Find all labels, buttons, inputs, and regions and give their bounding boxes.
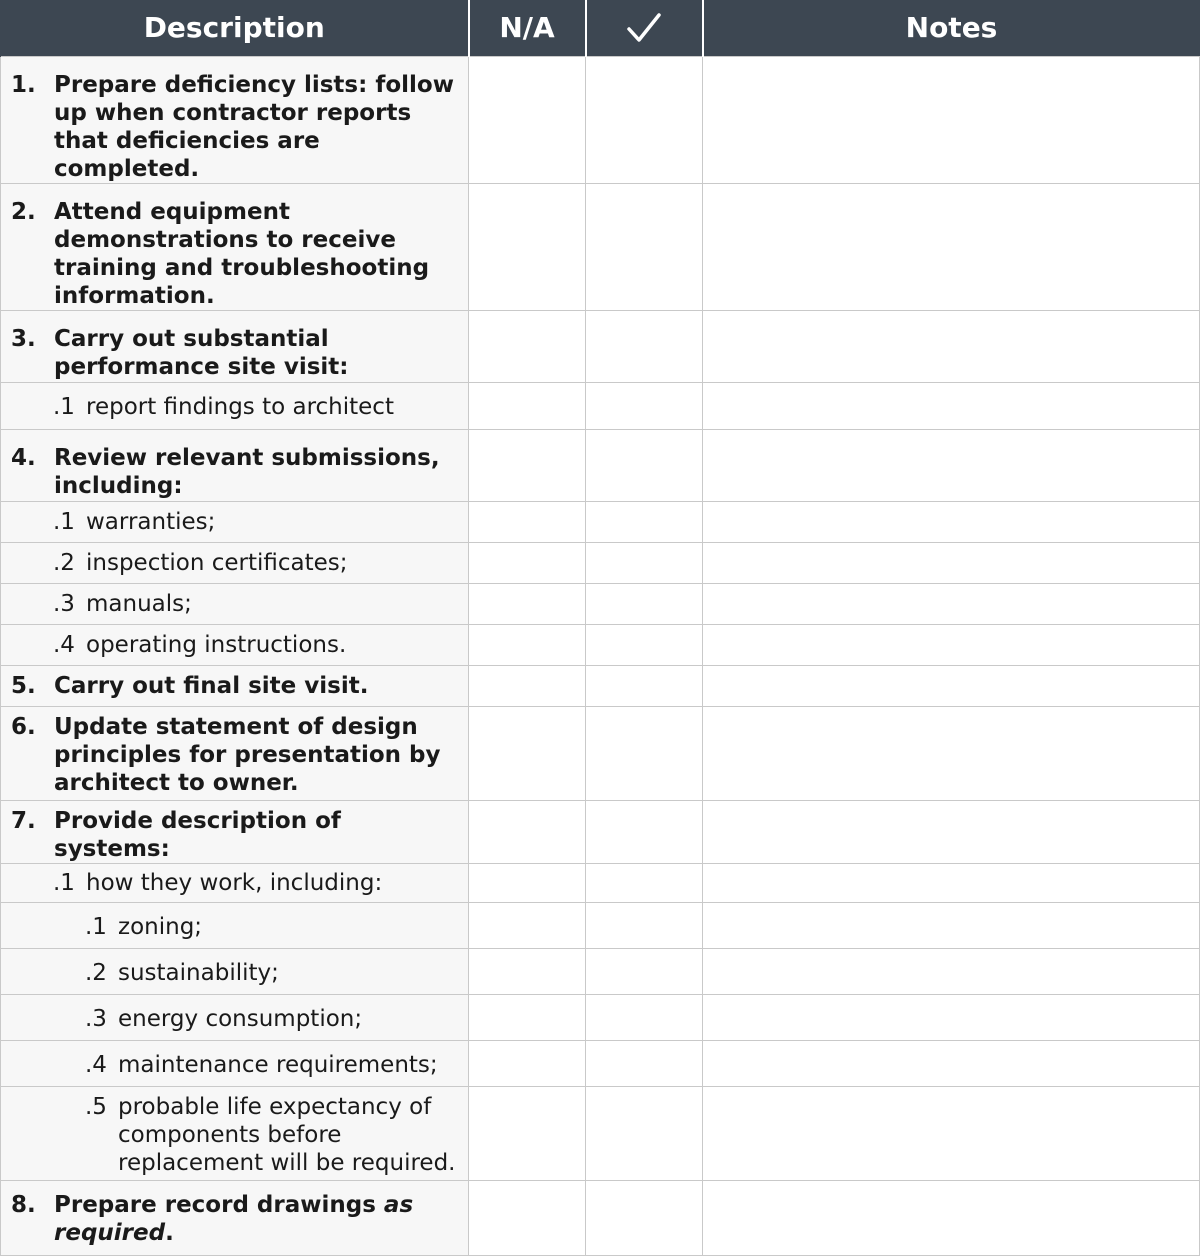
item-text: 2. Attend equipment demonstrations to receive training and troubleshooting information.	[11, 198, 430, 309]
notes-cell[interactable]	[703, 56, 1200, 183]
subsubitem-text: .1 zoning;	[85, 913, 203, 940]
table-row	[1, 800, 1200, 863]
description-header: Description	[1, 0, 469, 56]
table-row	[1, 56, 1200, 183]
check-cell[interactable]	[586, 583, 703, 624]
subsubitem-text: .4 maintenance requirements;	[85, 1051, 438, 1078]
na-cell[interactable]	[469, 902, 586, 948]
notes-cell[interactable]	[703, 429, 1200, 501]
subitem-text: .4 operating instructions.	[53, 631, 347, 658]
check-cell[interactable]	[586, 863, 703, 902]
notes-cell[interactable]	[703, 902, 1200, 948]
checkmark-icon	[626, 12, 662, 44]
notes-cell[interactable]	[703, 948, 1200, 994]
na-cell[interactable]	[469, 665, 586, 706]
item-text: 4. Review relevant submissions, including:	[11, 444, 440, 499]
notes-cell[interactable]	[703, 1180, 1200, 1255]
notes-cell[interactable]	[703, 863, 1200, 902]
table-row	[1, 542, 1200, 583]
table-row	[1, 1040, 1200, 1086]
table-row	[1, 429, 1200, 501]
notes-cell[interactable]	[703, 382, 1200, 429]
subsubitem-text: .3 energy consumption;	[85, 1005, 363, 1032]
check-cell[interactable]	[586, 310, 703, 382]
na-cell[interactable]	[469, 310, 586, 382]
check-cell[interactable]	[586, 429, 703, 501]
check-cell[interactable]	[586, 665, 703, 706]
table-row	[1, 583, 1200, 624]
na-cell[interactable]	[469, 624, 586, 665]
notes-cell[interactable]	[703, 800, 1200, 863]
table-row	[1, 501, 1200, 542]
check-cell[interactable]	[586, 994, 703, 1040]
header-row	[1, 0, 1200, 56]
table-row	[1, 902, 1200, 948]
notes-cell[interactable]	[703, 542, 1200, 583]
na-cell[interactable]	[469, 1040, 586, 1086]
check-cell[interactable]	[586, 1086, 703, 1180]
table-row	[1, 706, 1200, 800]
notes-cell[interactable]	[703, 665, 1200, 706]
na-cell[interactable]	[469, 1086, 586, 1180]
notes-header: Notes	[703, 0, 1200, 56]
check-cell[interactable]	[586, 800, 703, 863]
notes-cell[interactable]	[703, 706, 1200, 800]
notes-cell[interactable]	[703, 583, 1200, 624]
table-row	[1, 183, 1200, 310]
item-text: 3. Carry out substantial performance site visit:	[11, 325, 349, 380]
na-cell[interactable]	[469, 429, 586, 501]
subsubitem-text: .2 sustainability;	[85, 959, 279, 986]
table-row	[1, 624, 1200, 665]
notes-cell[interactable]	[703, 310, 1200, 382]
na-cell[interactable]	[469, 583, 586, 624]
notes-cell[interactable]	[703, 183, 1200, 310]
na-cell[interactable]	[469, 382, 586, 429]
item-text: 8. Prepare record drawings as required.	[11, 1191, 414, 1246]
na-header: N/A	[469, 0, 586, 56]
na-cell[interactable]	[469, 1180, 586, 1255]
table-row	[1, 382, 1200, 429]
table-row	[1, 1180, 1200, 1255]
item-text: 6. Update statement of design principles for presentation by architect to owner.	[11, 713, 441, 796]
na-cell[interactable]	[469, 56, 586, 183]
subitem-text: .2 inspection certificates;	[53, 549, 348, 576]
table-row	[1, 948, 1200, 994]
na-cell[interactable]	[469, 542, 586, 583]
na-cell[interactable]	[469, 183, 586, 310]
na-cell[interactable]	[469, 994, 586, 1040]
notes-cell[interactable]	[703, 1040, 1200, 1086]
na-cell[interactable]	[469, 800, 586, 863]
check-cell[interactable]	[586, 948, 703, 994]
na-cell[interactable]	[469, 863, 586, 902]
check-header	[586, 0, 703, 56]
notes-cell[interactable]	[703, 1086, 1200, 1180]
check-cell[interactable]	[586, 183, 703, 310]
subitem-text: .1 report findings to architect	[53, 393, 394, 420]
notes-cell[interactable]	[703, 994, 1200, 1040]
item-text: 7. Provide description of systems:	[11, 807, 341, 862]
item-text: 1. Prepare deficiency lists: follow up when contractor reports that deficiencies are completed.	[11, 71, 454, 182]
check-cell[interactable]	[586, 1040, 703, 1086]
check-cell[interactable]	[586, 902, 703, 948]
na-cell[interactable]	[469, 706, 586, 800]
table-row	[1, 665, 1200, 706]
check-cell[interactable]	[586, 56, 703, 183]
table-row	[1, 310, 1200, 382]
subitem-text: .3 manuals;	[53, 590, 192, 617]
check-cell[interactable]	[586, 501, 703, 542]
subitem-text: .1 how they work, including:	[53, 869, 383, 896]
check-cell[interactable]	[586, 542, 703, 583]
check-cell[interactable]	[586, 382, 703, 429]
subitem-text: .1 warranties;	[53, 508, 216, 535]
check-cell[interactable]	[586, 1180, 703, 1255]
check-cell[interactable]	[586, 624, 703, 665]
check-cell[interactable]	[586, 706, 703, 800]
table-row	[1, 1086, 1200, 1180]
table-row	[1, 863, 1200, 902]
notes-cell[interactable]	[703, 501, 1200, 542]
item-text: 5. Carry out final site visit.	[11, 672, 369, 699]
table-row	[1, 994, 1200, 1040]
na-cell[interactable]	[469, 948, 586, 994]
notes-cell[interactable]	[703, 624, 1200, 665]
subsubitem-text: .5 probable life expectancy of components before replacement will be required.	[85, 1093, 456, 1176]
na-cell[interactable]	[469, 501, 586, 542]
